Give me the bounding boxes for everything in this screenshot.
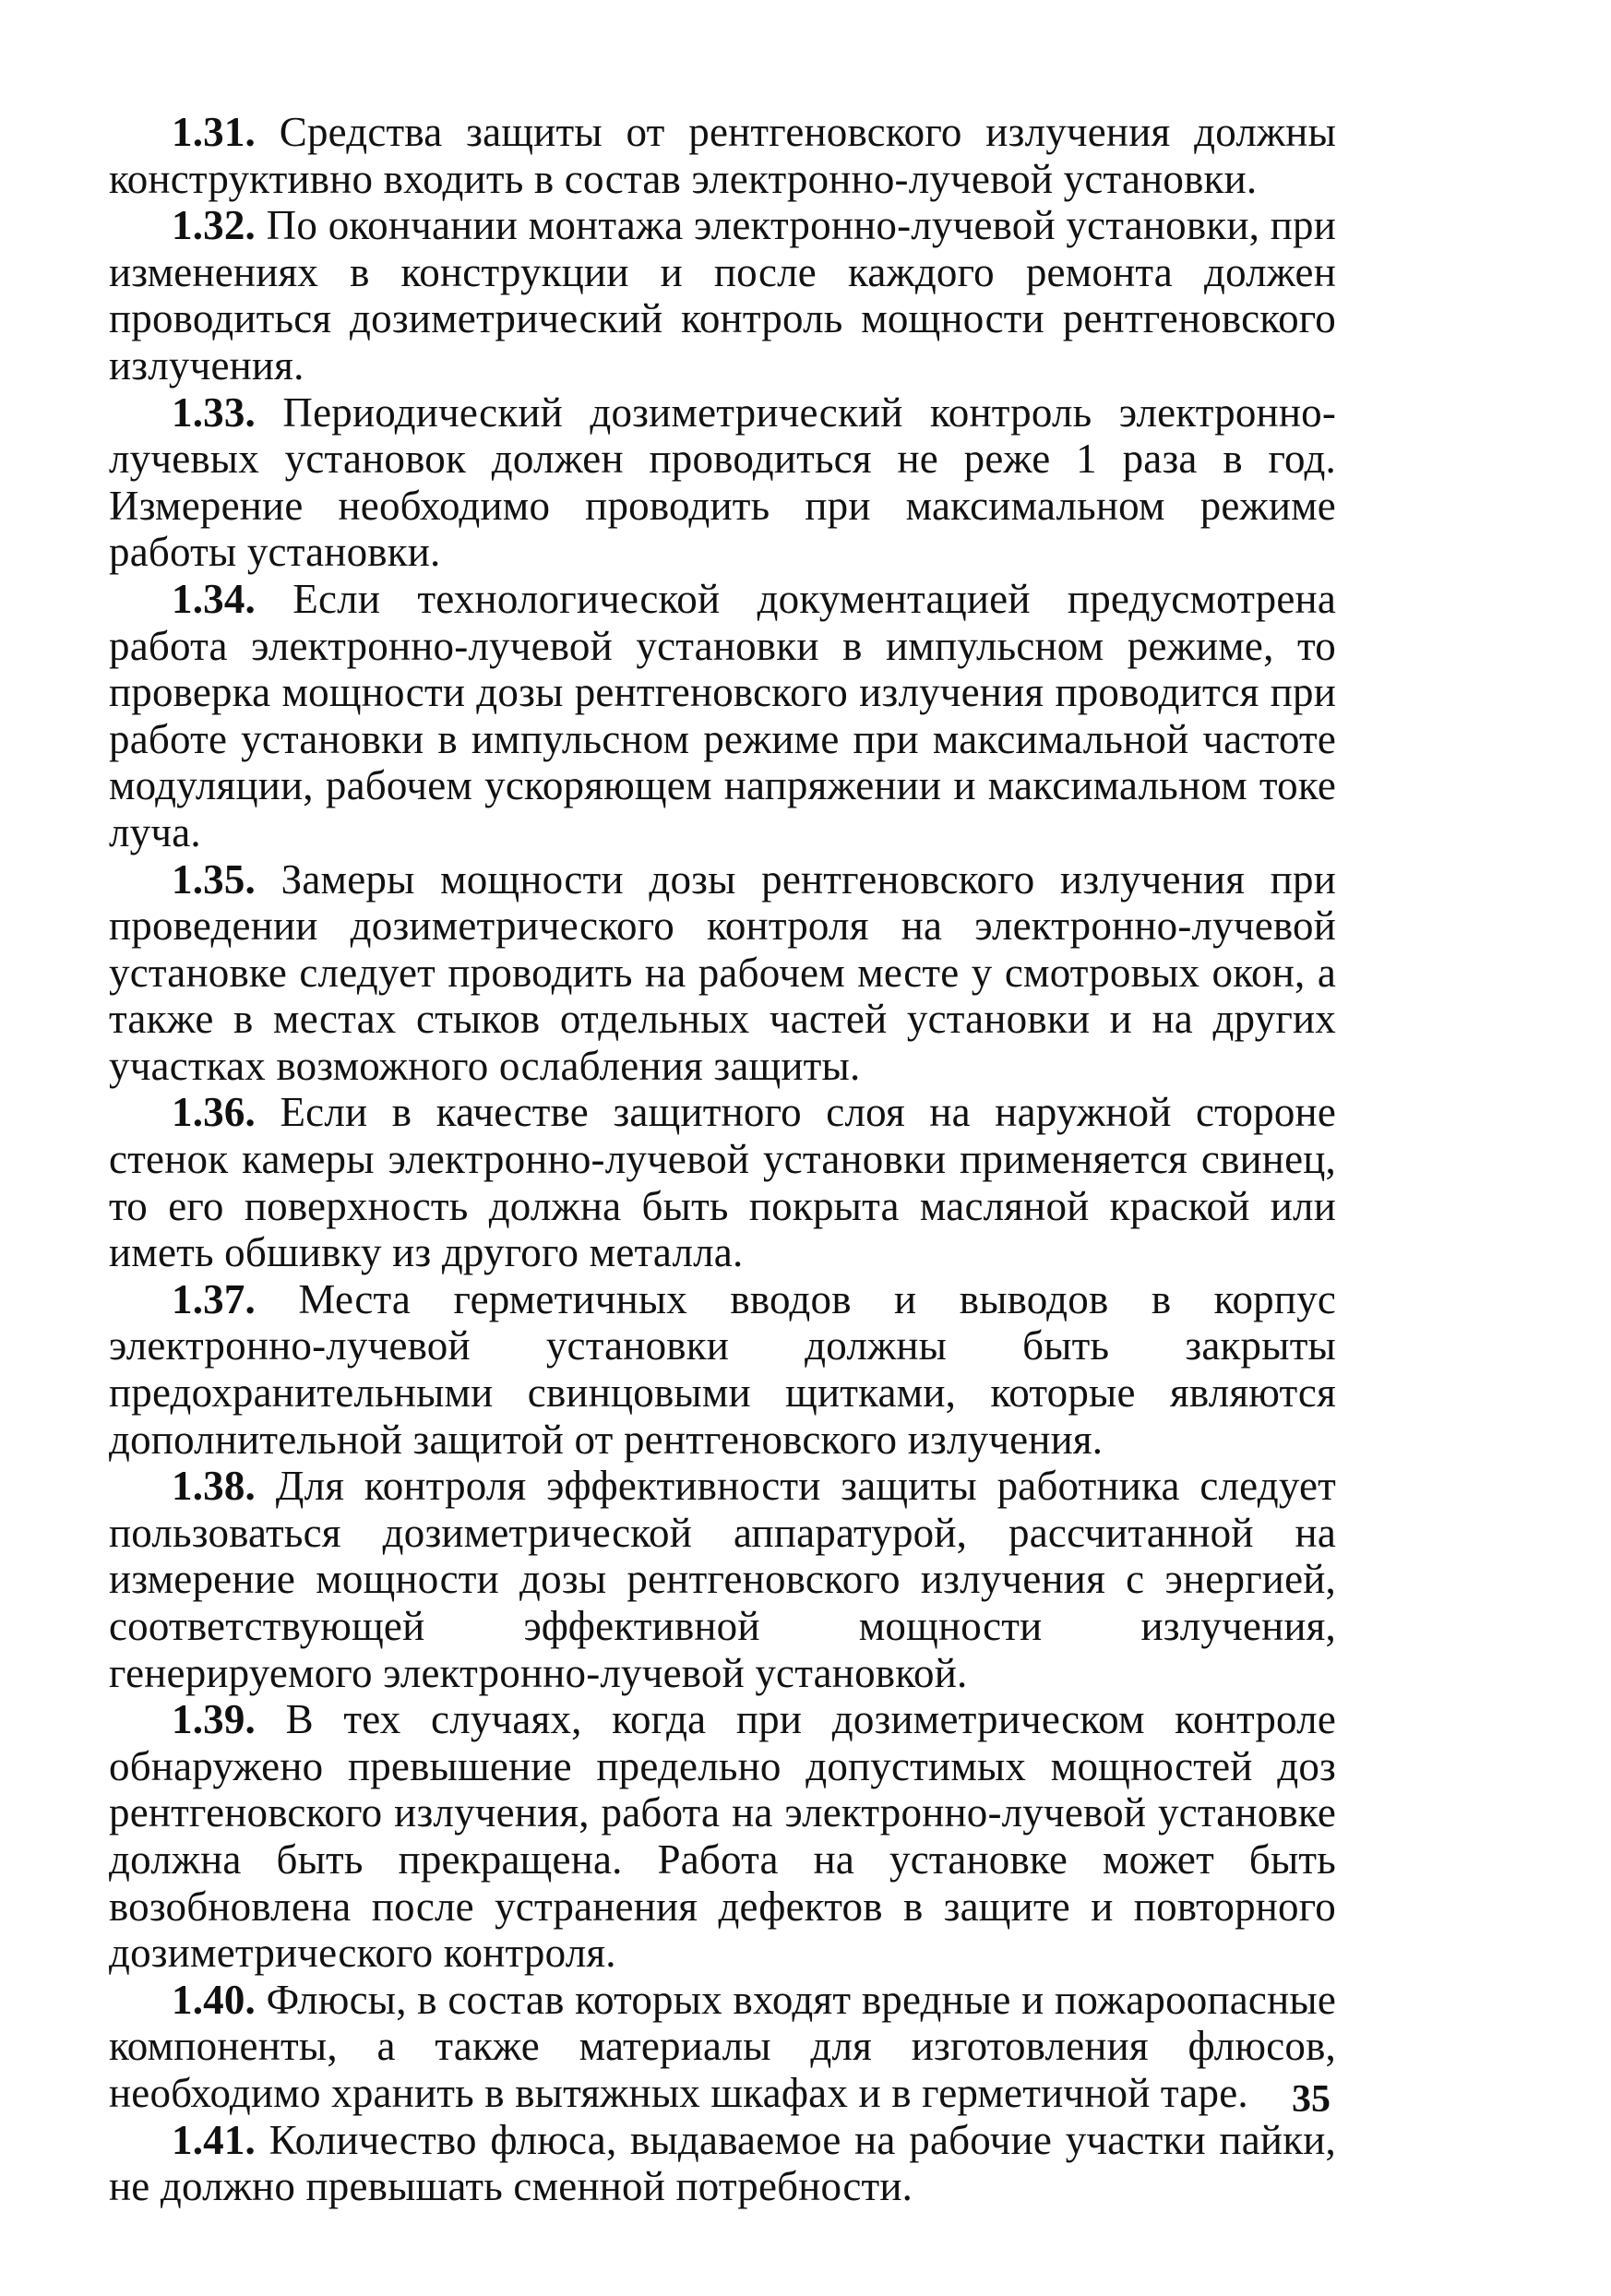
paragraph-number: 1.40. xyxy=(172,1976,256,2023)
paragraph-number: 1.32. xyxy=(172,202,256,249)
paragraph-text: Места герметичных вводов и выводов в корпус электронно-лучевой установки должны быть закрыты предохранительными свинцовыми щитками, которые являются дополнительной защитой от рентгеновского излучения. xyxy=(109,1275,1337,1463)
paragraph-1-40 xyxy=(109,1977,1336,2117)
paragraph-text: Количество флюса, выдаваемое на рабочие участки пайки, не должно превышать сменной потребности. xyxy=(109,2116,1336,2210)
paragraph-1-41 xyxy=(109,2117,1336,2210)
paragraph-text: Средства защиты от рентгеновского излучения должны конструктивно входить в состав электронно-лучевой установки. xyxy=(109,109,1337,202)
paragraph-number: 1.35. xyxy=(172,855,256,903)
paragraph-1-31 xyxy=(109,109,1336,202)
page-number: 35 xyxy=(1292,2078,1331,2121)
paragraph-number: 1.33. xyxy=(172,389,256,436)
paragraph-1-32 xyxy=(109,202,1336,389)
paragraph-1-38 xyxy=(109,1463,1336,1696)
paragraph-1-33 xyxy=(109,389,1336,576)
paragraph-text: В тех случаях, когда при дозиметрическом контроле обнаружено превышение предельно допустимых мощностей доз рентгеновского излучения, работа на электронно-лучевой установке должна быть прекращена. Работа на установке может быть возобновлена после устранения дефектов в защите и повторного дозиметрического контроля. xyxy=(109,1696,1336,1977)
paragraph-text: Если технологической документацией предусмотрена работа электронно-лучевой установки в импульсном режиме, то проверка мощности дозы рентгеновского излучения проводится при работе установки в импульсном режиме при максимальной частоте модуляции, рабочем ускоряющем напряжении и максимальном токе луча. xyxy=(109,575,1336,855)
paragraph-1-36 xyxy=(109,1089,1336,1275)
paragraph-text: Если в качестве защитного слоя на наружной стороне стенок камеры электронно-лучевой установки применяется свинец, то его поверхность должна быть покрыта масляной краской или иметь обшивку из другого металла. xyxy=(109,1089,1336,1276)
paragraph-text: Для контроля эффективности защиты работника следует пользоваться дозиметрической аппаратурой, рассчитанной на измерение мощности дозы рентгеновского излучения с энергией, соответствующей эффективной мощности излучения, генерируемого электронно-лучевой установкой. xyxy=(109,1463,1337,1696)
paragraph-1-37 xyxy=(109,1276,1336,1463)
paragraph-number: 1.41. xyxy=(172,2116,256,2163)
paragraph-text: Периодический дозиметрический контроль электронно-лучевых установок должен проводиться не реже 1 раза в год. Измерение необходимо проводить при максимальном режиме работы установки. xyxy=(109,389,1337,576)
paragraph-number: 1.38. xyxy=(172,1463,256,1510)
paragraph-number: 1.31. xyxy=(172,109,256,155)
paragraph-text: Флюсы, в состав которых входят вредные и пожароопасные компоненты, а также материалы для изготовления флюсов, необходимо хранить в вытяжных шкафах и в герметичной таре. xyxy=(109,1976,1336,2116)
paragraph-number: 1.36. xyxy=(172,1089,256,1136)
document-body xyxy=(109,109,1336,2210)
paragraph-1-35 xyxy=(109,856,1336,1090)
paragraph-1-34 xyxy=(109,576,1336,856)
paragraph-number: 1.37. xyxy=(172,1275,256,1322)
paragraph-number: 1.34. xyxy=(172,575,256,622)
paragraph-text: По окончании монтажа электронно-лучевой установки, при изменениях в конструкции и после каждого ремонта должен проводиться дозиметрический контроль мощности рентгеновского излучения. xyxy=(109,202,1336,389)
paragraph-1-39 xyxy=(109,1696,1336,1977)
paragraph-text: Замеры мощности дозы рентгеновского излучения при проведении дозиметрического контроля на электронно-лучевой установке следует проводить на рабочем месте у смотровых окон, а также в местах стыков отдельных частей установки и на других участках возможного ослабления защиты. xyxy=(109,855,1337,1089)
paragraph-number: 1.39. xyxy=(172,1696,256,1743)
